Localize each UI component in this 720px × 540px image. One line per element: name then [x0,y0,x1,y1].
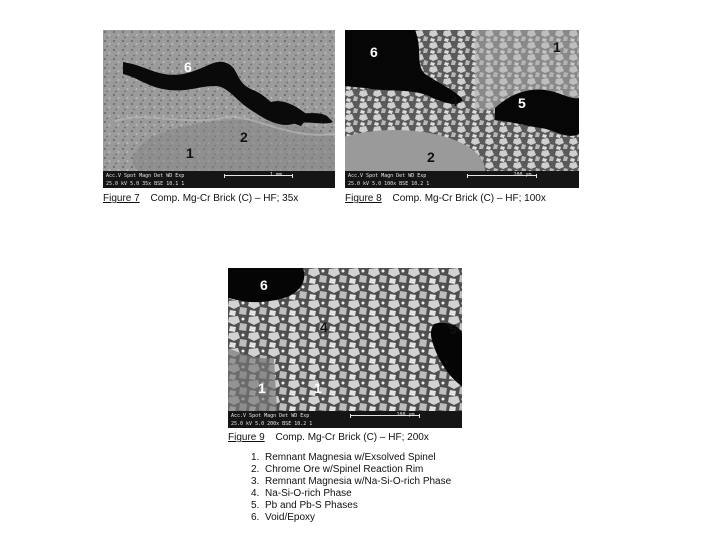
legend-item: 3. Remnant Magnesia w/Na-Si-O-rich Phase [251,476,452,487]
caption-text: Comp. Mg-Cr Brick (C) – HF; 100x [392,193,546,204]
phase-label: 1 [186,145,194,161]
legend-item: 4. Na-Si-O-rich Phase [251,488,352,499]
micrograph-figure-8 [345,30,579,188]
sem-databar: Acc.V Spot Magn Det WD Exp 25.0 kV 5.0 200x BSE 10.2 1 100 µm [228,411,462,428]
legend-item: 6. Void/Epoxy [251,512,316,523]
phase-label: 5 [449,321,457,337]
phase-label: 4 [450,93,458,109]
figure-caption [228,432,429,443]
phase-label: 1 [314,380,322,396]
phase-label: 6 [260,277,268,293]
legend-item: 5. Pb and Pb-S Phases [251,500,358,511]
scale-label: 100 µm [396,412,415,418]
figure-caption [345,193,546,204]
micrograph-texture [103,30,335,188]
phase-label: 2 [240,129,248,145]
phase-label: 4 [320,319,328,335]
phase-label: 5 [518,95,526,111]
phase-label: 2 [427,149,435,165]
caption-text: Comp. Mg-Cr Brick (C) – HF; 200x [275,432,429,443]
phase-label: 1 [553,39,561,55]
micrograph-texture [345,30,579,188]
figure-number: Figure 7 [103,193,140,204]
scale-label: 200 µm [513,172,532,178]
micrograph-figure-7 [103,30,335,188]
figure-number: Figure 8 [345,193,382,204]
phase-label: 1 [258,380,266,396]
legend-item: 2. Chrome Ore w/Spinel Reaction Rim [251,464,424,475]
phase-label: 6 [370,44,378,60]
sem-databar: Acc.V Spot Magn Det WD Exp 25.0 kV 5.0 100x BSE 10.2 1 200 µm [345,171,579,188]
scale-label: 1 mm [270,172,283,178]
scale-bar [224,175,294,176]
figure-caption [103,193,298,204]
sem-databar: Acc.V Spot Magn Det WD Exp 25.0 kV 5.0 35x BSE 10.1 1 1 mm [103,171,335,188]
phase-label: 6 [184,59,192,75]
figure-number: Figure 9 [228,432,265,443]
legend-item: 1. Remnant Magnesia w/Exsolved Spinel [251,452,436,463]
caption-text: Comp. Mg-Cr Brick (C) – HF; 35x [150,193,299,204]
phase-legend [251,452,451,524]
